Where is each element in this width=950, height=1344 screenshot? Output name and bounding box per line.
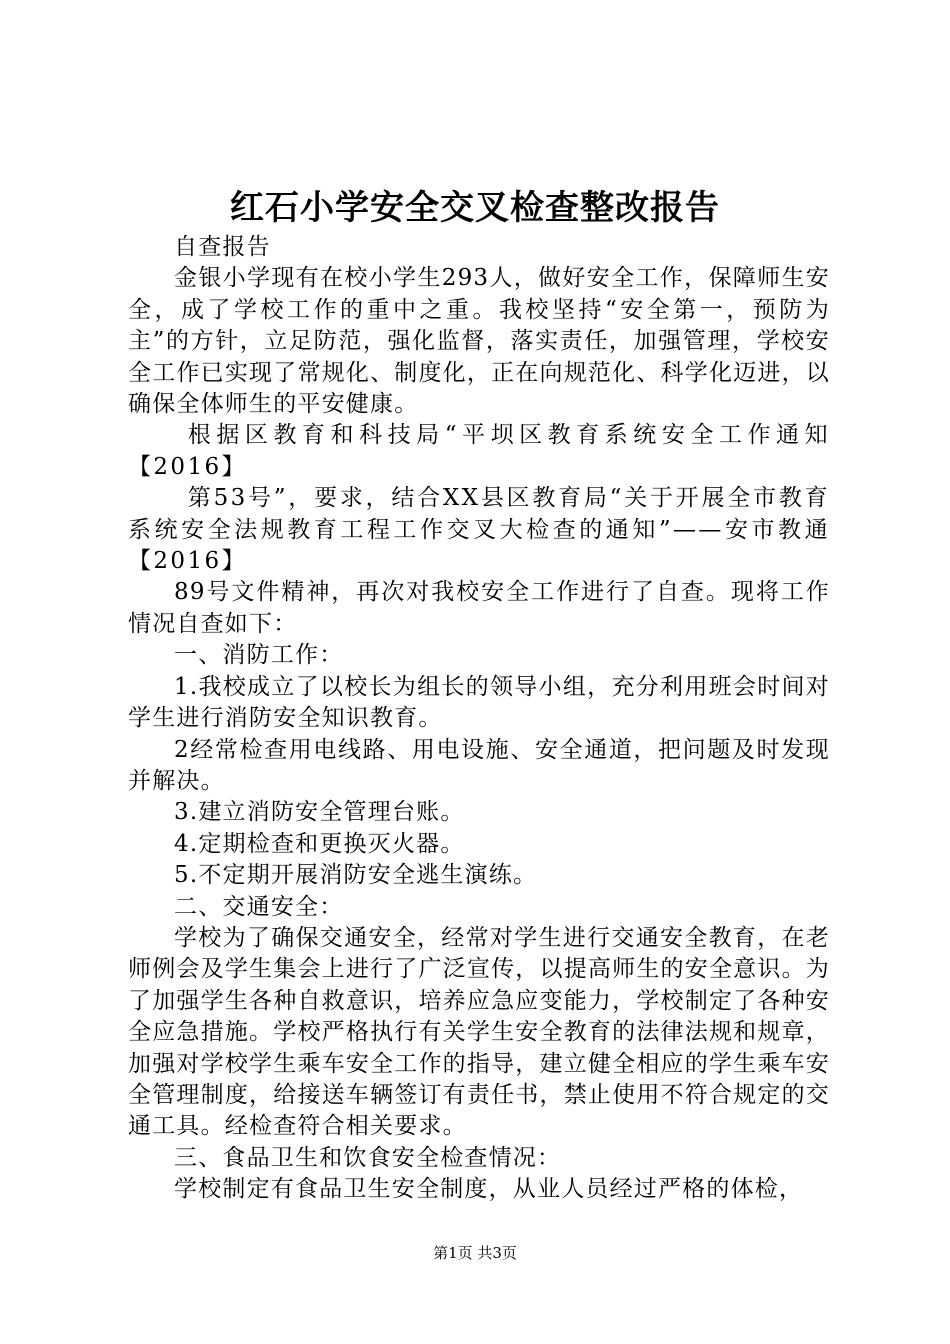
- paragraph-traffic: 学校为了确保交通安全，经常对学生进行交通安全教育，在老师例会及学生集会上进行了广泛宣传，以提高师生的安全意识。为了加强学生各种自救意识，培养应急应变能力，学校制定了各种安全应急措施。学校严格执行有关学生安全教育的法律法规和规章，加强对学校学生乘车安全工作的指导，建立健全相应的学生乘车安全管理制度，给接送车辆签订有责任书，禁止使用不符合规定的交通工具。经检查符合相关要求。: [128, 924, 830, 1140]
- paragraph-notice-reference: 根据区教育和科技局“平坝区教育系统安全工作通知【2016】: [128, 422, 830, 480]
- list-item-fire-2: 2经常检查用电线路、用电设施、安全通道，把问题及时发现并解决。: [128, 736, 830, 794]
- paragraph-heading-self-check: 自查报告: [174, 234, 271, 260]
- paragraph-intro: 金银小学现有在校小学生293人，做好安全工作，保障师生安全，成了学校工作的重中之重。我校坚持“安全第一，预防为主”的方针，立足防范，强化监督，落实责任，加强管理，学校安全工作已实现了常规化、制度化，正在向规范化、科学化迈进，以确保全体师生的平安健康。: [128, 265, 830, 418]
- paragraph-food: 学校制定有食品卫生安全制度，从业人员经过严格的体检，: [174, 1176, 804, 1203]
- paragraph-document-spirit: 89号文件精神，再次对我校安全工作进行了自查。现将工作情况自查如下：: [128, 579, 830, 637]
- document-title: 红石小学安全交叉检查整改报告: [230, 188, 720, 228]
- list-item-fire-3: 3.建立消防安全管理台账。: [174, 799, 465, 826]
- section-heading-food: 三、食品卫生和饮食安全检查情况：: [174, 1144, 562, 1171]
- list-item-fire-1: 1.我校成立了以校长为组长的领导小组，充分利用班会时间对学生进行消防安全知识教育。: [128, 673, 830, 732]
- page-footer: 第1页 共3页: [433, 1244, 517, 1262]
- paragraph-notice-number: 第53号”，要求，结合XX县区教育局“关于开展全市教育系统安全法规教育工程工作交叉大检查的通知”——安市教通【2016】: [128, 485, 830, 575]
- document-body: [128, 232, 830, 1206]
- list-item-fire-5: 5.不定期开展消防安全逃生演练。: [174, 862, 538, 889]
- section-heading-fire: 一、消防工作：: [174, 642, 344, 669]
- section-heading-traffic: 二、交通安全：: [174, 893, 344, 920]
- list-item-fire-4: 4.定期检查和更换灭火器。: [174, 830, 465, 857]
